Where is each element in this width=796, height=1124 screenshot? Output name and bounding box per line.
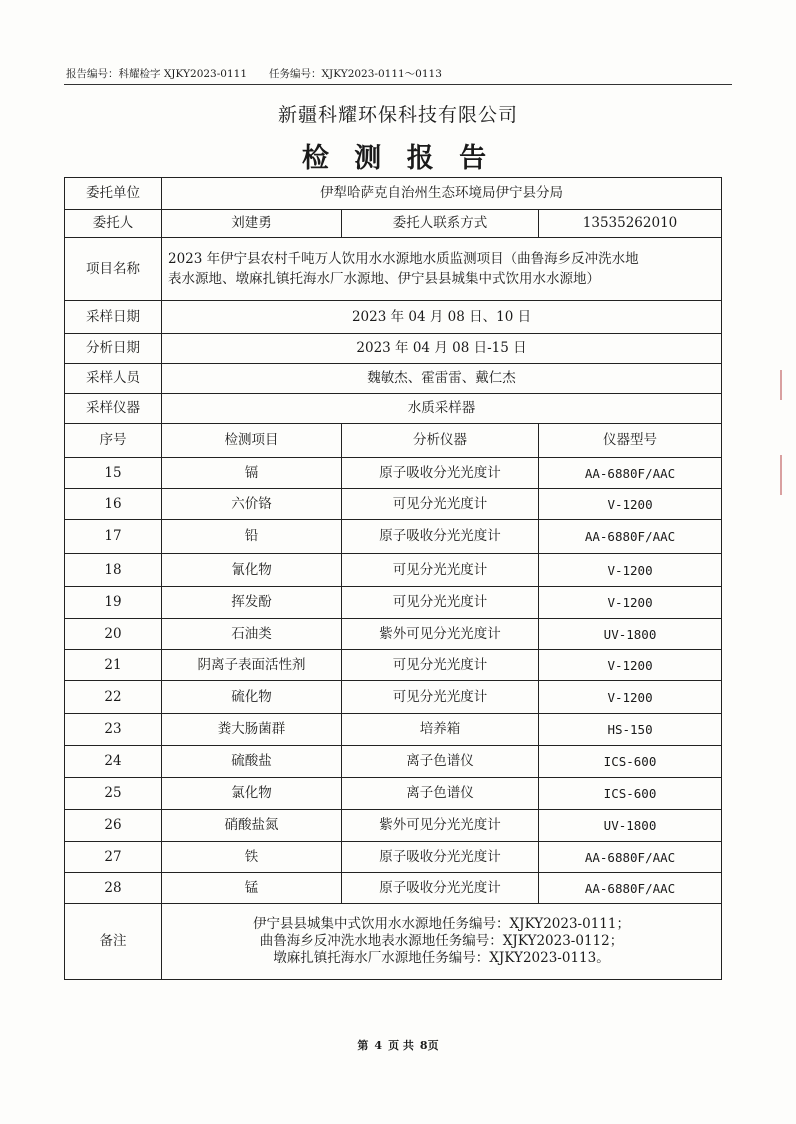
table-row — [65, 650, 722, 681]
analysis-date-label: 分析日期 — [65, 334, 162, 364]
row-no: 20 — [65, 619, 162, 650]
row-item: 铅 — [162, 520, 342, 554]
consignor-row — [65, 210, 722, 238]
row-model: V-1200 — [539, 681, 722, 714]
remarks-label: 备注 — [65, 904, 162, 980]
row-no: 15 — [65, 458, 162, 489]
row-analyzer: 原子吸收分光光度计 — [342, 842, 539, 873]
row-model: V-1200 — [539, 489, 722, 520]
row-item: 硫酸盐 — [162, 746, 342, 778]
row-model: ICS-600 — [539, 746, 722, 778]
table-row — [65, 810, 722, 842]
contact-value: 13535262010 — [539, 210, 722, 238]
row-model: V-1200 — [539, 650, 722, 681]
row-no: 27 — [65, 842, 162, 873]
col-header-analyzer: 分析仪器 — [342, 424, 539, 458]
row-analyzer: 可见分光光度计 — [342, 554, 539, 587]
row-analyzer: 离子色谱仪 — [342, 778, 539, 810]
sampling-instrument-value: 水质采样器 — [162, 394, 722, 424]
row-no: 19 — [65, 587, 162, 619]
row-analyzer: 可见分光光度计 — [342, 489, 539, 520]
row-no: 25 — [65, 778, 162, 810]
table-row — [65, 714, 722, 746]
row-item: 阴离子表面活性剂 — [162, 650, 342, 681]
table-row — [65, 681, 722, 714]
column-header-row — [65, 424, 722, 458]
row-no: 22 — [65, 681, 162, 714]
consignor-value: 刘建勇 — [162, 210, 342, 238]
row-model: AA-6880F/AAC — [539, 458, 722, 489]
row-model: V-1200 — [539, 554, 722, 587]
table-row — [65, 554, 722, 587]
row-analyzer: 原子吸收分光光度计 — [342, 458, 539, 489]
row-item: 硫化物 — [162, 681, 342, 714]
row-analyzer: 原子吸收分光光度计 — [342, 520, 539, 554]
report-number: 报告编号：科耀检字 XJKY2023-0111 — [66, 68, 248, 80]
row-item: 氯化物 — [162, 778, 342, 810]
row-model: ICS-600 — [539, 778, 722, 810]
row-model: UV-1800 — [539, 619, 722, 650]
remarks-row — [65, 904, 722, 980]
remarks-line2: 曲鲁海乡反冲洗水地表水源地任务编号：XJKY2023-0112； — [259, 933, 624, 949]
row-analyzer: 紫外可见分光光度计 — [342, 619, 539, 650]
report-title: 检 测 报 告 — [301, 143, 495, 174]
sampling-date-label: 采样日期 — [65, 301, 162, 334]
row-item: 氰化物 — [162, 554, 342, 587]
row-item: 挥发酚 — [162, 587, 342, 619]
samplers-label: 采样人员 — [65, 364, 162, 394]
table-row — [65, 746, 722, 778]
row-item: 六价铬 — [162, 489, 342, 520]
row-model: AA-6880F/AAC — [539, 520, 722, 554]
client-row — [65, 178, 722, 210]
client-label: 委托单位 — [65, 178, 162, 210]
row-analyzer: 可见分光光度计 — [342, 650, 539, 681]
table-row — [65, 778, 722, 810]
client-value: 伊犁哈萨克自治州生态环境局伊宁县分局 — [162, 178, 722, 210]
sampling-date-row — [65, 301, 722, 334]
sampling-date-value: 2023 年 04 月 08 日、10 日 — [162, 301, 722, 334]
row-analyzer: 离子色谱仪 — [342, 746, 539, 778]
row-model: AA-6880F/AAC — [539, 842, 722, 873]
footer-mid: 页 共 — [388, 1039, 414, 1052]
task-number: 任务编号：XJKY2023-0111～0113 — [269, 68, 442, 80]
sampling-instrument-label: 采样仪器 — [65, 394, 162, 424]
header-divider — [64, 84, 732, 85]
row-item: 石油类 — [162, 619, 342, 650]
row-item: 铁 — [162, 842, 342, 873]
table-row — [65, 489, 722, 520]
row-analyzer: 培养箱 — [342, 714, 539, 746]
row-no: 23 — [65, 714, 162, 746]
page-footer — [0, 1037, 796, 1053]
footer-total-pages: 8页 — [419, 1039, 439, 1052]
footer-prefix: 第 — [357, 1039, 369, 1052]
samplers-value: 魏敏杰、霍雷雷、戴仁杰 — [162, 364, 722, 394]
row-model: V-1200 — [539, 587, 722, 619]
row-analyzer: 原子吸收分光光度计 — [342, 873, 539, 904]
project-value-line1: 2023 年伊宁县农村千吨万人饮用水水源地水质监测项目（曲鲁海乡反冲洗水地 — [168, 251, 639, 267]
table-row — [65, 873, 722, 904]
table-row — [65, 842, 722, 873]
col-header-model: 仪器型号 — [539, 424, 722, 458]
remarks-value — [162, 904, 722, 980]
row-model: UV-1800 — [539, 810, 722, 842]
row-item: 粪大肠菌群 — [162, 714, 342, 746]
row-no: 28 — [65, 873, 162, 904]
col-header-no: 序号 — [65, 424, 162, 458]
samplers-row — [65, 364, 722, 394]
row-no: 24 — [65, 746, 162, 778]
remarks-line1: 伊宁县县城集中式饮用水水源地任务编号：XJKY2023-0111； — [253, 916, 630, 932]
row-no: 17 — [65, 520, 162, 554]
analysis-date-value: 2023 年 04 月 08 日-15 日 — [162, 334, 722, 364]
row-item: 镉 — [162, 458, 342, 489]
row-analyzer: 可见分光光度计 — [342, 681, 539, 714]
seal-edge-mark — [780, 370, 782, 400]
row-model: HS-150 — [539, 714, 722, 746]
row-analyzer: 紫外可见分光光度计 — [342, 810, 539, 842]
row-model: AA-6880F/AAC — [539, 873, 722, 904]
consignor-label: 委托人 — [65, 210, 162, 238]
row-no: 18 — [65, 554, 162, 587]
analysis-date-row — [65, 334, 722, 364]
row-no: 16 — [65, 489, 162, 520]
footer-page-number: 4 — [374, 1039, 383, 1052]
report-table — [64, 177, 722, 980]
project-row — [65, 238, 722, 301]
row-no: 26 — [65, 810, 162, 842]
table-row — [65, 587, 722, 619]
seal-edge-mark — [780, 455, 782, 495]
row-item: 锰 — [162, 873, 342, 904]
report-header — [66, 66, 730, 81]
contact-label: 委托人联系方式 — [342, 210, 539, 238]
project-value — [162, 238, 722, 301]
project-value-line2: 表水源地、墩麻扎镇托海水厂水源地、伊宁县县城集中式饮用水水源地） — [168, 271, 600, 287]
row-item: 硝酸盐氮 — [162, 810, 342, 842]
sampling-instrument-row — [65, 394, 722, 424]
project-label: 项目名称 — [65, 238, 162, 301]
remarks-line3: 墩麻扎镇托海水厂水源地任务编号：XJKY2023-0113。 — [273, 950, 610, 966]
row-no: 21 — [65, 650, 162, 681]
table-row — [65, 520, 722, 554]
col-header-item: 检测项目 — [162, 424, 342, 458]
table-row — [65, 458, 722, 489]
table-row — [65, 619, 722, 650]
company-name: 新疆科耀环保科技有限公司 — [277, 104, 518, 126]
row-analyzer: 可见分光光度计 — [342, 587, 539, 619]
